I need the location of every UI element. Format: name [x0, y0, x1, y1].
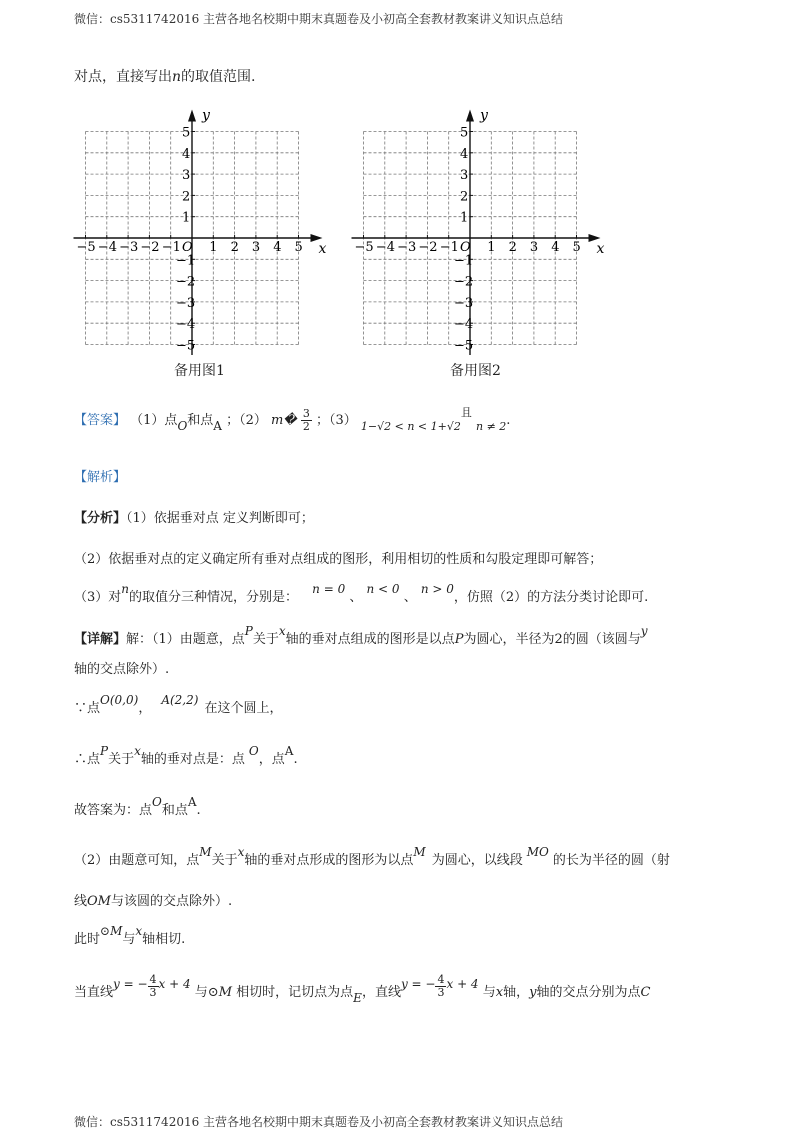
d5e: . — [196, 803, 201, 818]
y-tick-label: −2 — [454, 274, 474, 290]
d3a: ∵点 — [74, 701, 101, 716]
y-tick-label: 2 — [460, 189, 469, 205]
analysis-label: 【解析】 — [74, 470, 127, 485]
intro-line — [74, 66, 255, 86]
x-tick-label: 3 — [529, 240, 539, 255]
d9-num2: 4 — [437, 973, 445, 986]
d4aa: A — [284, 744, 294, 758]
x-tick-label: 1 — [209, 240, 218, 255]
l3-post: ，仿照（2）的方法分类讨论即可. — [453, 590, 649, 605]
d9d: ，直线 — [361, 985, 401, 1000]
d6m2: M — [413, 845, 426, 859]
x-tick-label: −5 — [76, 240, 96, 255]
d3o: O(0,0) — [100, 693, 139, 707]
coordinate-grid-2 — [348, 95, 618, 359]
d8m: ⊙M — [100, 924, 123, 938]
detail-line-2: 轴的交点除外）. — [74, 662, 170, 677]
y-tick-label: −5 — [176, 338, 196, 354]
answer-label: 【答案】 — [74, 413, 127, 428]
y-tick-label: 3 — [460, 168, 469, 184]
detail-line-5 — [74, 795, 201, 818]
intro-pre: 对点，直接写出 — [74, 69, 172, 85]
d5o: O — [152, 795, 162, 809]
d4b: 关于 — [108, 752, 135, 767]
y-tick-label: 4 — [182, 146, 191, 162]
l3-sep2: 、 — [403, 590, 417, 605]
d9m: ⊙M — [207, 985, 233, 1000]
coordinate-grid-1 — [70, 95, 340, 359]
l3-c1: n = 0 — [312, 582, 346, 596]
answer-and: 和点 — [187, 413, 214, 428]
answer-line — [74, 408, 510, 433]
d6b: 关于 — [211, 853, 238, 868]
d9h: 轴的交点分别为点 — [536, 985, 641, 1000]
d1y: y — [640, 624, 648, 638]
answer-a: A — [213, 419, 222, 433]
x-tick-label: 5 — [294, 240, 303, 255]
d9c: 相切时，记切点为点 — [236, 985, 354, 1000]
d4x: x — [134, 744, 141, 758]
d4o: O — [248, 744, 259, 758]
answer-range: 1−√2 < n < 1+√2 — [360, 420, 461, 433]
x-tick-label: 1 — [487, 240, 496, 255]
page-footer: 微信：cs5311742016 主营各地名校期中期末真题卷及小初高全套教材教案讲义知识点总结 — [74, 1115, 564, 1129]
y-tick-label: 2 — [182, 189, 191, 205]
answer-m: m� — [271, 413, 297, 428]
d7b: 与该圆的交点除外）. — [110, 894, 233, 909]
y-axis-label: y — [480, 107, 488, 124]
x-tick-label: 5 — [572, 240, 581, 255]
d6a: （2）由题意可知，点 — [74, 853, 200, 868]
x-tick-label: 4 — [273, 240, 282, 255]
d6x: x — [237, 845, 245, 859]
d9e: E — [353, 991, 362, 1005]
d4e: . — [293, 752, 298, 767]
detail-line-4 — [74, 744, 298, 767]
y-axis-label: y — [202, 107, 210, 124]
l3-sep1: 、 — [349, 590, 363, 605]
d9y: y — [529, 985, 537, 1000]
y-tick-label: −4 — [176, 317, 196, 333]
d6mo: MO — [526, 845, 549, 859]
line-2: （2）依据垂对点的定义确定所有垂对点组成的图形，利用相切的性质和勾股定理即可解答； — [74, 552, 603, 567]
y-tick-label: 3 — [182, 168, 191, 184]
d9-den: 3 — [149, 986, 157, 999]
d9tail: x + 4 — [158, 977, 191, 991]
y-tick-label: −2 — [176, 274, 196, 290]
y-tick-label: 5 — [460, 125, 469, 141]
frac-den: 2 — [302, 420, 310, 433]
x-tick-label: −1 — [439, 240, 459, 255]
d1a: 解：（1）由题意，点 — [126, 632, 245, 647]
fenxi-line — [74, 507, 314, 526]
x-tick-label: −3 — [397, 240, 417, 255]
detail-line-6 — [74, 845, 670, 868]
d9-frac — [148, 974, 159, 999]
d9eq2: y = − — [400, 977, 436, 991]
answer-end: . — [506, 413, 511, 428]
d9f: 与 — [482, 985, 496, 1000]
answer-part2: ；（2） — [226, 413, 267, 428]
d9-den2: 3 — [437, 986, 445, 999]
d4c: 轴的垂对点是：点 — [140, 752, 245, 767]
l3-c2: n < 0 — [366, 582, 400, 596]
d3s: ， — [138, 701, 152, 716]
answer-qie: 且 — [460, 406, 472, 419]
y-axis-arrow — [466, 110, 474, 122]
y-tick-label: 1 — [460, 210, 469, 226]
intro-var: n — [172, 69, 182, 85]
origin-label: O — [460, 240, 471, 255]
fenxi-text: （1）依据垂对点 定义判断即可； — [126, 511, 314, 526]
detail-line-9 — [74, 973, 651, 1005]
x-tick-label: −1 — [161, 240, 181, 255]
d9cc: C — [640, 985, 651, 1000]
d3aa: A(2,2) — [161, 693, 199, 707]
detail-line-1 — [74, 624, 648, 647]
caption-2: 备用图2 — [450, 363, 501, 379]
d8x: x — [135, 924, 143, 938]
y-tick-label: 4 — [460, 146, 469, 162]
intro-post: 的取值范围. — [181, 69, 256, 85]
d4d: ，点 — [258, 752, 285, 767]
x-tick-label: −2 — [140, 240, 160, 255]
detail-line-7 — [74, 890, 232, 909]
y-tick-label: −1 — [454, 253, 474, 269]
detail-line-8 — [74, 924, 186, 947]
x-tick-label: 3 — [251, 240, 261, 255]
d6e: 的长为半径的圆（射 — [552, 853, 670, 868]
d1p2: P — [454, 632, 464, 647]
y-tick-label: 5 — [182, 125, 191, 141]
d7a: 线 — [74, 894, 88, 909]
d1p: P — [244, 624, 253, 638]
d1b: 关于 — [252, 632, 279, 647]
x-tick-label: −5 — [354, 240, 374, 255]
d9-frac2 — [435, 974, 446, 999]
l3-pre: （3）对 — [74, 590, 122, 605]
l3-mid: 的取值分三种情况，分别是： — [129, 590, 299, 605]
d8c: 轴相切. — [142, 932, 186, 947]
answer-part3: ；（3） — [315, 413, 357, 428]
detail-label: 【详解】 — [74, 632, 127, 647]
d4p: P — [100, 744, 109, 758]
answer-cond: n ≠ 2 — [476, 420, 507, 433]
l3-var: n — [121, 582, 130, 596]
d5a: 故答案为：点 — [74, 803, 153, 818]
y-tick-label: 1 — [182, 210, 191, 226]
x-axis-label: x — [318, 241, 327, 257]
d1c: 轴的垂对点组成的图形是以点 — [285, 632, 455, 647]
y-axis-arrow — [188, 110, 196, 122]
d8b: 与 — [122, 932, 136, 947]
frac-num: 3 — [302, 407, 310, 420]
y-tick-label: −4 — [454, 317, 474, 333]
d9x: x — [495, 985, 504, 1000]
line-3 — [74, 582, 649, 605]
x-tick-label: 2 — [230, 240, 239, 255]
d6c: 轴的垂对点形成的图形为以点 — [244, 853, 414, 868]
d6m: M — [199, 845, 212, 859]
x-tick-label: −4 — [375, 240, 395, 255]
y-tick-label: −1 — [176, 253, 196, 269]
d9tail2: x + 4 — [446, 977, 479, 991]
detail-line-3 — [74, 693, 283, 716]
l3-c3: n > 0 — [420, 582, 454, 596]
answer-o: O — [177, 419, 188, 433]
x-tick-label: 2 — [508, 240, 517, 255]
x-tick-label: −2 — [418, 240, 438, 255]
d9a: 当直线 — [74, 985, 114, 1000]
d9b: 与 — [194, 985, 208, 1000]
x-axis-label: x — [596, 241, 605, 257]
y-tick-label: −5 — [454, 338, 474, 354]
answer-frac — [301, 408, 312, 433]
answer-part1: （1）点 — [130, 413, 178, 428]
y-tick-label: −3 — [176, 295, 196, 311]
d1d: 为圆心，半径为2的圆（该圆与 — [463, 632, 641, 647]
x-tick-label: 4 — [551, 240, 560, 255]
d5aa: A — [187, 795, 197, 809]
d3b: 在这个圆上， — [204, 701, 283, 716]
caption-1: 备用图1 — [174, 363, 225, 379]
x-tick-label: −4 — [97, 240, 117, 255]
page-header: 微信：cs5311742016 主营各地名校期中期末真题卷及小初高全套教材教案讲义知识点总结 — [74, 12, 564, 26]
d6d: 为圆心，以线段 — [431, 853, 523, 868]
d4a: ∴点 — [74, 752, 101, 767]
d7om: OM — [87, 894, 111, 909]
d5b: 和点 — [161, 803, 188, 818]
fenxi-label: 【分析】 — [74, 511, 127, 526]
origin-label: O — [182, 240, 193, 255]
y-tick-label: −3 — [454, 295, 474, 311]
d9eq: y = − — [113, 977, 148, 991]
d8a: 此时 — [74, 932, 101, 947]
x-tick-label: −3 — [119, 240, 139, 255]
d9-num: 4 — [149, 973, 157, 986]
d1x: x — [278, 624, 286, 638]
d9g: 轴， — [503, 985, 530, 1000]
